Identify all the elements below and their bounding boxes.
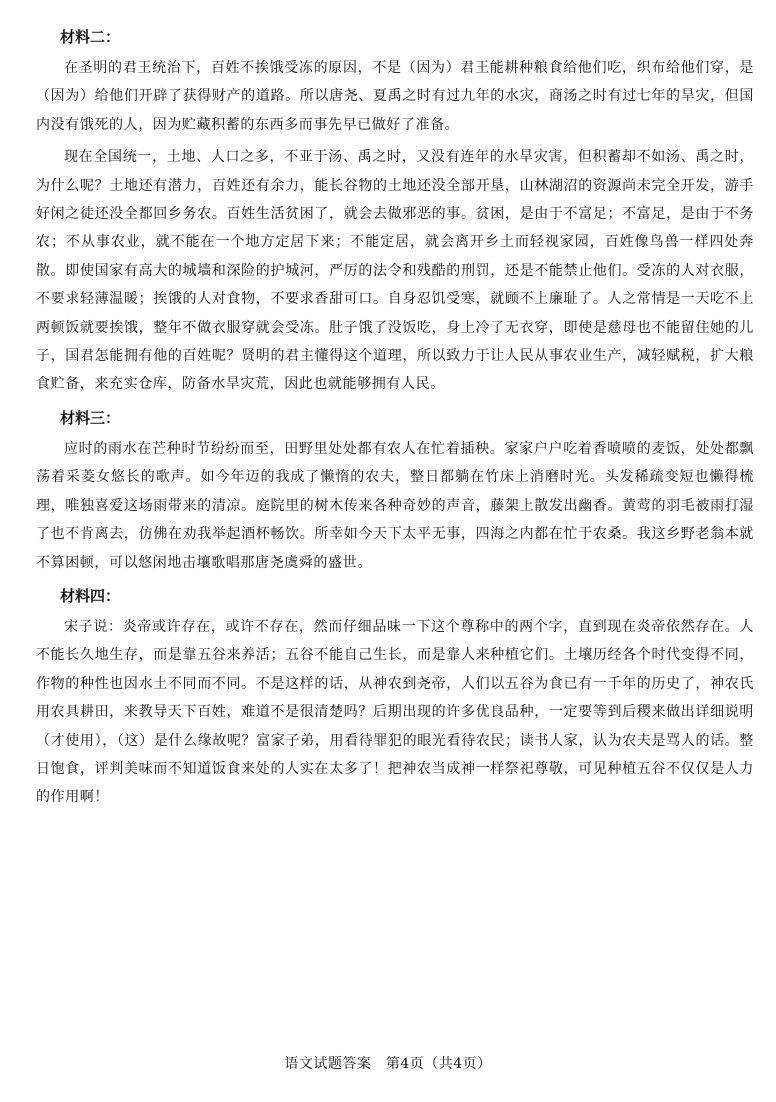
section-heading: 材料四：: [60, 586, 121, 605]
paragraph: 宋子说：炎帝或许存在，或许不存在，然而仔细品味一下这个尊称中的两个字，直到现在炎帝依然存在。人不能长久地生存，而是靠五谷来养活；五谷不能自己生长，而是靠人来种植它们。土壤历经各个时代变得不同，作物的种性也因水土不同而不同。不是这样的话，从神农到尧帝，人们以五谷为食已有一千年的历史了，神农氏用农具耕田，来教导天下百姓，难道不是很清楚吗？后期出现的许多优良品种，一定要等到后稷来做出详细说明（才使用），（这）是什么缘故呢？富家子弟，用看待罪犯的眼光看待农民；读书人家，认为农夫是骂人的话。整日饱食，评判美味而不知道饭食来处的人实在太多了！把神农当成神一样祭祀尊敬，可见种植五谷不仅仅是人力的作用啊！: [36, 618, 754, 806]
section-material-2: [36, 22, 754, 399]
paragraph: 在圣明的君王统治下，百姓不挨饿受冻的原因，不是（因为）君王能耕种粮食给他们吃，织布给他们穿，是（因为）给他们开辟了获得财产的道路。所以唐尧、夏禹之时有过九年的水灾，商汤之时有过七年的旱灾，但国内没有饿死的人，因为贮藏积蓄的东西多而事先早已做好了准备。: [36, 60, 754, 133]
paragraph: 应时的雨水在芒种时节纷纷而至，田野里处处都有农人在忙着插秧。家家户户吃着香喷喷的麦饭，处处都飘荡着采菱女悠长的歌声。如今年迈的我成了懒惰的农夫，整日都躺在竹床上消磨时光。头发稀疏变短也懒得梳理，唯独喜爱这场雨带来的清凉。庭院里的树木传来各种奇妙的声音，藤架上散发出幽香。黄莺的羽毛被雨打湿了也不肯离去，仿佛在劝我举起酒杯畅饮。所幸如今天下太平无事，四海之内都在忙于农桑。我这乡野老翁本就不算困顿，可以悠闲地击壤歌唱那唐尧虞舜的盛世。: [36, 440, 754, 571]
section-material-3: [36, 403, 754, 577]
paragraph: 现在全国统一，土地、人口之多，不亚于汤、禹之时，又没有连年的水旱灾害，但积蓄却不如汤、禹之时，为什么呢？土地还有潜力，百姓还有余力，能长谷物的土地还没全部开垦，山林湖沼的资源尚未完全开发，游手好闲之徒还没全都回乡务农。百姓生活贫困了，就会去做邪恶的事。贫困，是由于不富足；不富足，是由于不务农；不从事农业，就不能在一个地方定居下来；不能定居，就会离开乡土而轻视家园，百姓像鸟兽一样四处奔散。即使国家有高大的城墙和深险的护城河，严厉的法令和残酷的刑罚，还是不能禁止他们。受冻的人对衣服，不要求轻薄温暖；挨饿的人对食物，不要求香甜可口。自身忍饥受寒，就顾不上廉耻了。人之常情是一天吃不上两顿饭就要挨饿，整年不做衣服穿就会受冻。肚子饿了没饭吃，身上冷了无衣穿，即使是慈母也不能留住她的儿子，国君怎能拥有他的百姓呢？贤明的君主懂得这个道理，所以致力于让人民从事农业生产，减轻赋税，扩大粮食贮备，来充实仓库，防备水旱灾荒，因此也就能够拥有人民。: [36, 149, 754, 393]
section-heading: 材料三：: [60, 408, 121, 427]
section-material-4: [36, 581, 754, 812]
section-heading: 材料二：: [60, 28, 121, 46]
page-footer: 语文试题答案 第4页（共4页）: [284, 1056, 492, 1072]
